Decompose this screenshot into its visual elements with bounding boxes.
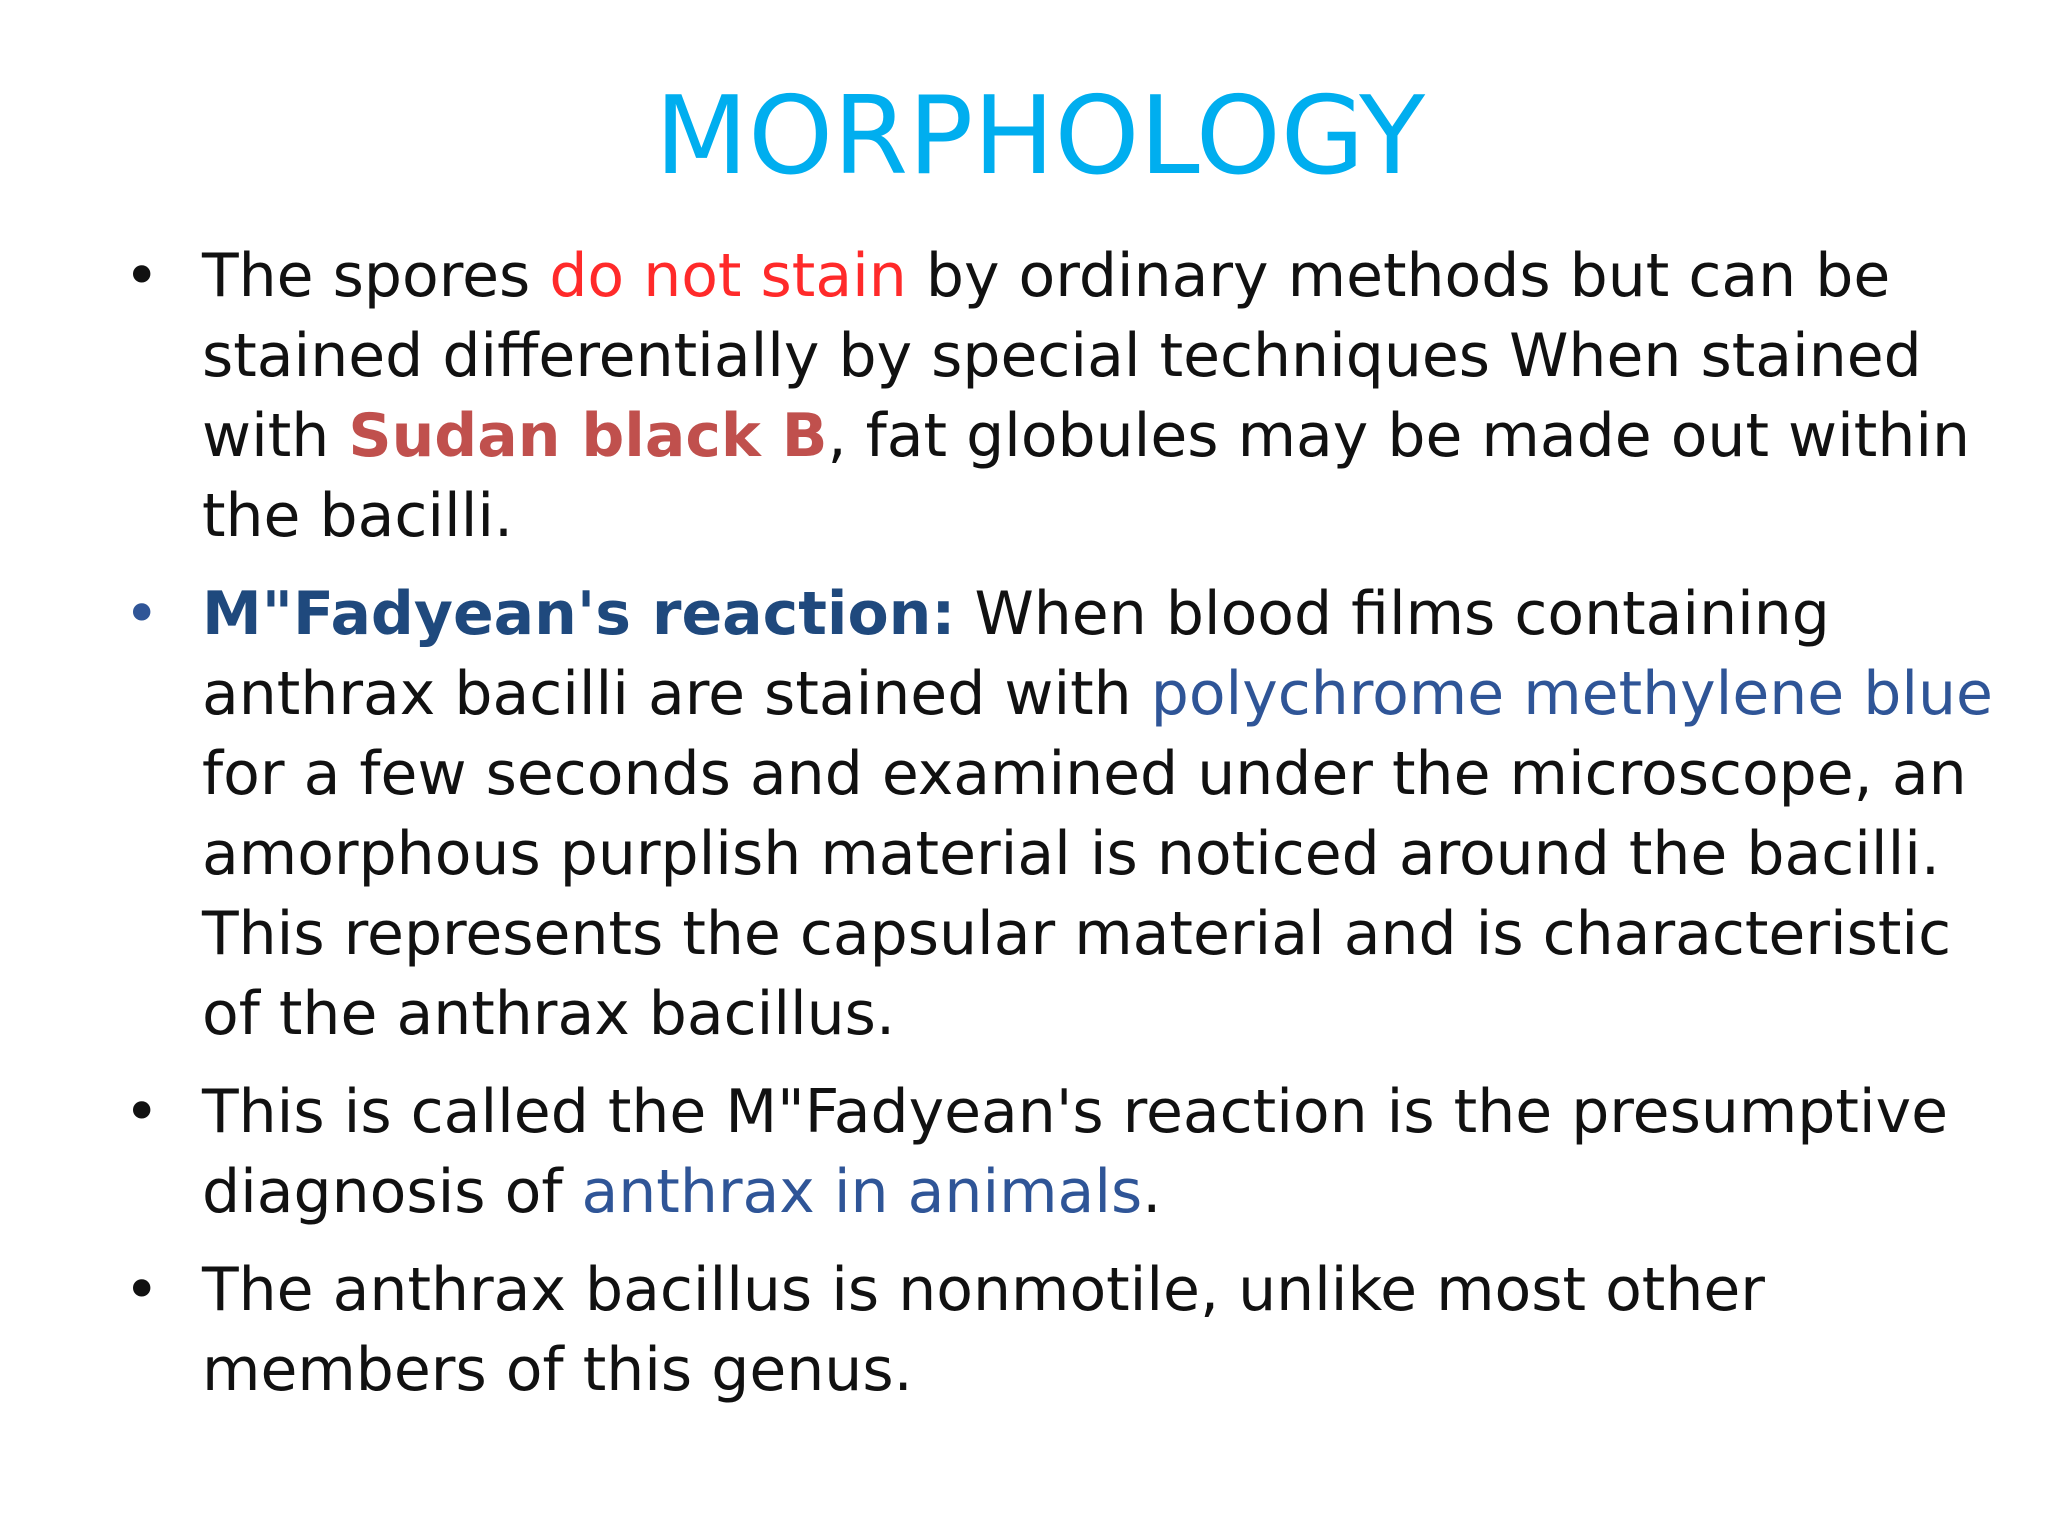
bullet-text: This is called the M"Fadyean's reaction is the presumptive diagnosis of xyxy=(202,1077,1949,1227)
bullet-spores xyxy=(0,236,2022,556)
bullet-marker: • xyxy=(124,1077,160,1147)
bullet-text: When blood films containing anthrax bacilli are stained with xyxy=(202,579,1830,729)
highlight-sudan-black-b: Sudan black B xyxy=(348,401,828,471)
bullet-text: . xyxy=(1142,1157,1162,1227)
bullet-presumptive-diagnosis xyxy=(0,1072,2022,1232)
highlight-do-not-stain: do not stain xyxy=(549,241,907,311)
bullet-mfadyean-reaction xyxy=(0,574,2022,1054)
bullet-text: The anthrax bacillus is nonmotile, unlike most other members of this genus. xyxy=(202,1255,1765,1405)
bullet-marker: • xyxy=(124,1255,160,1325)
bullet-list xyxy=(0,236,2048,1428)
highlight-anthrax-in-animals: anthrax in animals xyxy=(581,1157,1143,1227)
bullet-marker: • xyxy=(124,579,160,649)
bullet-nonmotile xyxy=(0,1250,2022,1410)
bullet-text: by ordinary methods but can be stained differentially by special techniques When stained with xyxy=(202,241,1922,471)
highlight-polychrome-methylene-blue: polychrome methylene blue xyxy=(1150,659,1993,729)
heading-mfadyean-reaction: M"Fadyean's reaction: xyxy=(202,579,956,649)
bullet-text: , fat globules may be made out within the bacilli. xyxy=(202,401,1971,551)
slide-title: MORPHOLOGY xyxy=(654,74,1426,199)
bullet-text: The spores xyxy=(202,241,550,311)
bullet-marker: • xyxy=(124,241,160,311)
bullet-text: for a few seconds and examined under the microscope, an amorphous purplish material is noticed around the bacilli. This represents the capsular material and is characteristic of the anthrax bacillus. xyxy=(202,739,1967,1049)
